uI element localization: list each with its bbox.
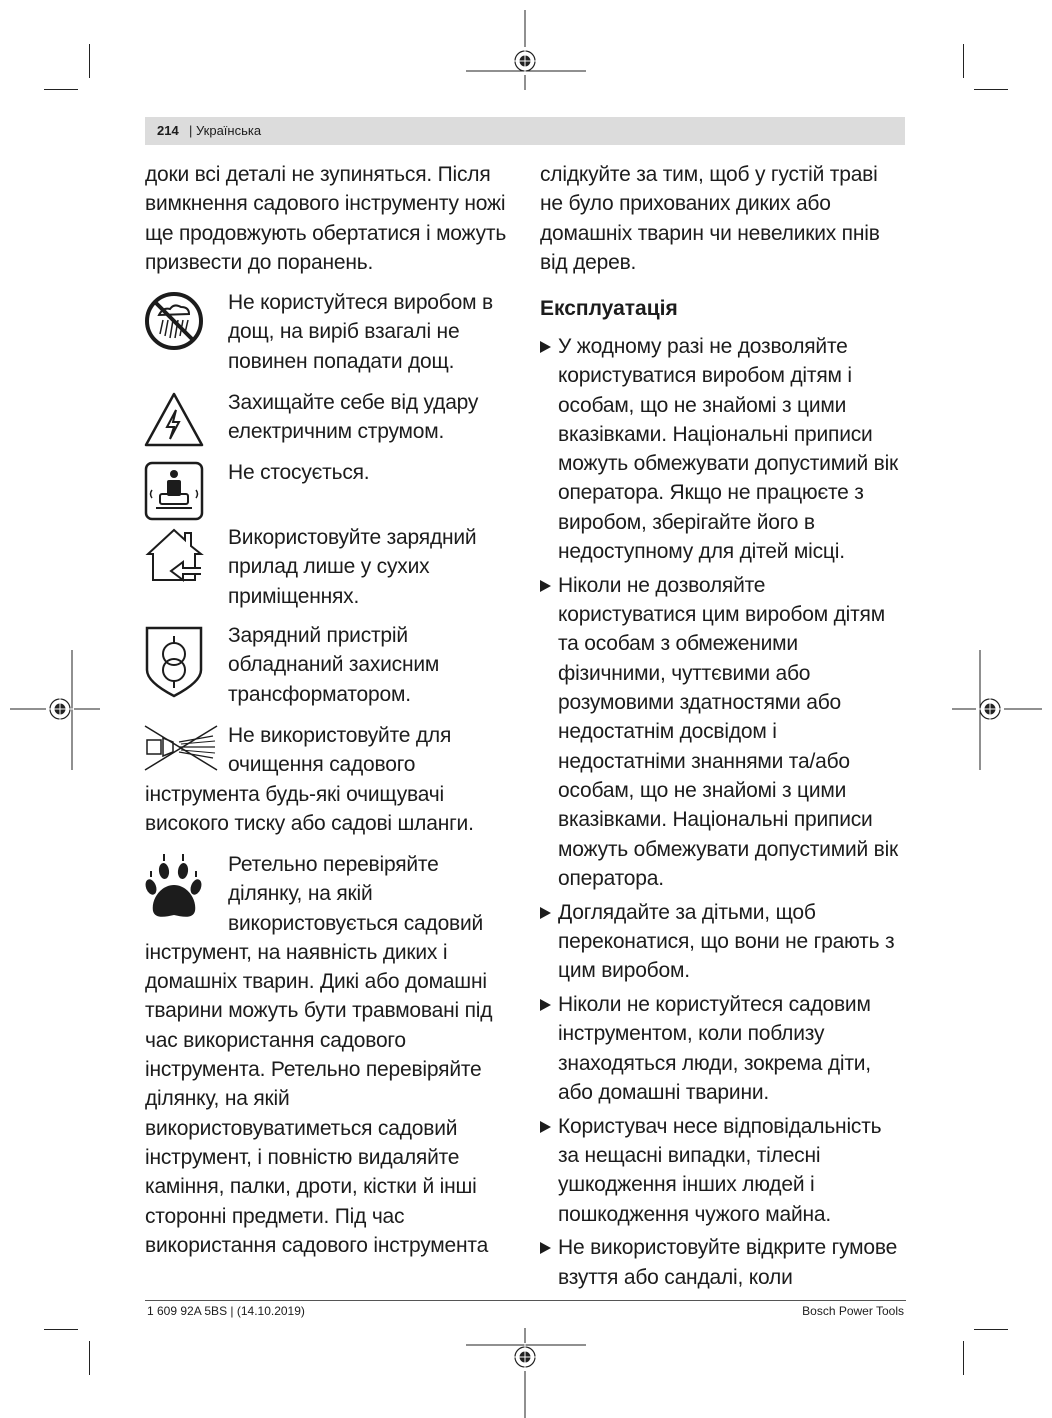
list-item: Ніколи не користуйтеся садовим інструментом, коли поблизу знаходяться люди, зокрема діти, або домашні тварини. (540, 990, 906, 1107)
crop-mark (44, 89, 78, 90)
crop-mark (963, 44, 964, 78)
crop-mark (963, 1341, 964, 1375)
bullet-triangle-icon (540, 1242, 551, 1254)
electric-shock-warning-icon (143, 391, 205, 449)
animals-line-2: ділянку, на якій (228, 882, 373, 906)
animals-rest: інструмент, на наявність диких і домашніх тварин. Дикі або домашні тварини можуть бути травмовані під час використання садового інструмента. Ретельно перевіряйте ділянку, на якій використовуватиметься садовий інструмент, і повністю видаляйте каміння, палки, дроти, кістки й інші сторонні предмети. Під час використання садового інструмента (145, 940, 493, 1257)
list-item: Користувач несе відповідальність за нещасні випадки, тілесні ушкодження інших людей і пошкодження чужого майна. (540, 1112, 906, 1229)
symbol-text-transformer: Зарядний пристрій обладнаний захисним трансформатором. (228, 624, 440, 706)
language-label: | Українська (189, 123, 262, 138)
page-header (145, 117, 905, 145)
footer-divider (145, 1300, 906, 1301)
footer-brand: Bosch Power Tools (802, 1304, 904, 1318)
list-item: Доглядайте за дітьми, щоб переконатися, що вони не грають з цим виробом. (540, 898, 906, 986)
symbol-text-indoor: Використовуйте зарядний прилад лише у сухих приміщеннях. (228, 526, 477, 608)
no-high-pressure-cleaning-icon (143, 724, 219, 772)
safety-transformer-icon (143, 624, 205, 698)
no-rain-icon (143, 290, 205, 352)
bullet-triangle-icon (540, 999, 551, 1011)
hose-line-2: очищення садового (228, 753, 416, 777)
safety-bullet-list (540, 332, 906, 1297)
bullet-triangle-icon (540, 1121, 551, 1133)
registration-mark-top (466, 10, 586, 110)
indoor-charging-icon (143, 526, 205, 584)
ride-on-mower-icon (143, 460, 205, 522)
list-item: У жодному разі не дозволяйте користуватися виробом дітям і особам, що не знайомі з цими вказівками. Національні приписи можуть обмежувати допустимий вік оператора. Якщо не працюєте з виробом, зберігайте його в недоступному для дітей місці. (540, 332, 906, 566)
bullet-triangle-icon (540, 580, 551, 592)
symbol-text-mower: Не стосується. (228, 461, 370, 484)
registration-mark-left (10, 650, 100, 770)
symbol-text-rain: Не користуйтеся виробом в дощ, на виріб взагалі не повинен попадати дощ. (228, 291, 493, 373)
hose-line-1: Не використовуйте для (228, 724, 452, 747)
registration-mark-bottom (466, 1322, 586, 1418)
bullet-triangle-icon (540, 341, 551, 353)
bullet-triangle-icon (540, 907, 551, 919)
crop-mark (89, 44, 90, 78)
list-item: Ніколи не дозволяйте користуватися цим виробом дітям та особам з обмеженими фізичними, чуттєвими або розумовими здатностями або недостатнім досвідом і недостатніми знаннями та/або особам, що не знайомі з цими вказівками. Національні приписи можуть обмежувати допустимий вік оператора. (540, 571, 906, 893)
list-item: Не використовуйте відкрите гумове взуття або сандалі, коли (540, 1233, 906, 1292)
footer-doc-id: 1 609 92A 5BS | (14.10.2019) (147, 1304, 305, 1318)
hose-rest: інструмента будь-які очищувачі високого тиску або садові шланги. (145, 782, 474, 835)
right-intro: слідкуйте за тим, щоб у густій траві не було прихованих диких або домашніх тварин чи невеликих пнів від дерев. (540, 163, 880, 274)
crop-mark (974, 1329, 1008, 1330)
animal-paw-icon (143, 851, 205, 921)
crop-mark (974, 89, 1008, 90)
symbol-text-shock: Захищайте себе від удару електричним струмом. (228, 391, 479, 444)
crop-mark (44, 1329, 78, 1330)
page-number: 214 (157, 123, 179, 138)
crop-mark (89, 1341, 90, 1375)
section-title-operation: Експлуатація (540, 297, 678, 320)
animals-line-1: Ретельно перевіряйте (228, 853, 439, 876)
left-intro: доки всі деталі не зупиняться. Після вимкнення садового інструменту ножі ще продовжують обертатися і можуть призвести до поранень. (145, 163, 507, 274)
registration-mark-right (952, 650, 1042, 770)
animals-line-3: використовується садовий (228, 911, 484, 935)
